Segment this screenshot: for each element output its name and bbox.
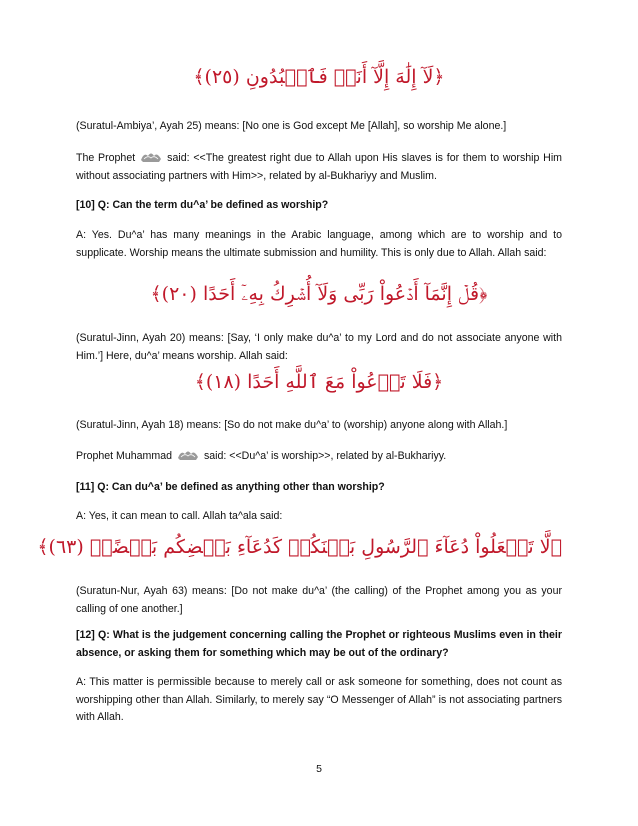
ayah-jinn-18: ﴿فَلَا تَدۡعُواْ مَعَ ٱللَّهِ أَحَدًا (١٨)﴾ xyxy=(194,371,444,393)
prophet-text: The Prophet xyxy=(76,152,136,164)
hadith-greatest-right: said: <<The greatest right due to Allah upon His slaves is for them to worship Him without associating partners with Him>>, related by al-Bukhariyy and Muslim. xyxy=(76,152,562,182)
ayah-nur-63: ﴿لَّا تَجۡعَلُواْ دُعَآءَ ٱلرَّسُولِ بَيۡنَكُمۡ كَدُعَآءِ بَعۡضِكُم بَعۡضًاۚ (٦٣)﴾ xyxy=(37,536,562,558)
page-number: 5 xyxy=(316,763,322,775)
paragraph-greatest-right xyxy=(76,150,562,185)
paragraph-jinn-20-meaning: (Suratul-Jinn, Ayah 20) means: [Say, ‘I only make du^a’ to my Lord and do not associate anyone with Him.’] Here, du^a’ means worship. Allah said: xyxy=(76,332,562,362)
ayah-jinn-20: ﴿قُلۡ إِنَّمَآ أَدۡعُواْ رَبِّى وَلَآ أُشۡرِكُ بِهِۦٓ أَحَدًا (٢٠)﴾ xyxy=(150,283,488,305)
answer-10: A: Yes. Du^a’ has many meanings in the Arabic language, among which are to worship and to supplicate. Worship means the ultimate submission and humility. This is only due to Allah. Allah said: xyxy=(76,229,562,259)
answer-11: A: Yes, it can mean to call. Allah ta^ala said: xyxy=(76,510,283,522)
question-12-title: [12] Q: What is the judgement concerning calling the Prophet or righteous Muslims even in their absence, or asking them for something which may be out of the ordinary? xyxy=(76,629,562,659)
prophet-muhammad-text: Prophet Muhammad xyxy=(76,450,172,462)
paragraph-jinn-18-meaning: (Suratul-Jinn, Ayah 18) means: [So do not make du^a’ to (worship) anyone along with Allah.] xyxy=(76,419,508,431)
question-10-title: [10] Q: Can the term du^a’ be defined as worship? xyxy=(76,199,329,211)
paragraph-nur-63-meaning: (Suratun-Nur, Ayah 63) means: [Do not make du^a’ (the calling) of the Prophet among you as your calling of one another.] xyxy=(76,585,562,615)
salutation-seal-icon xyxy=(177,448,199,461)
hadith-dua-worship: said: <<Du^a’ is worship>>, related by al-Bukhariyy. xyxy=(203,450,447,462)
paragraph-anbiya-meaning: (Suratul-Ambiya’, Ayah 25) means: [No one is God except Me [Allah], so worship Me alone.] xyxy=(76,120,507,132)
paragraph-dua-worship xyxy=(76,448,562,466)
question-11-title: [11] Q: Can du^a’ be defined as anything other than worship? xyxy=(76,481,385,493)
salutation-seal-icon xyxy=(140,150,162,163)
answer-12: A: This matter is permissible because to merely call or ask someone for something, does not count as worshipping other than Allah. Similarly, to merely say “O Messenger of Allah” is not associating partners with Allah. xyxy=(76,676,562,723)
ayah-anbiya-25: ﴿لَآ إِلَٰهَ إِلَّآ أَنَا۠ فَٱعۡبُدُونِ (٢٥)﴾ xyxy=(193,66,445,88)
